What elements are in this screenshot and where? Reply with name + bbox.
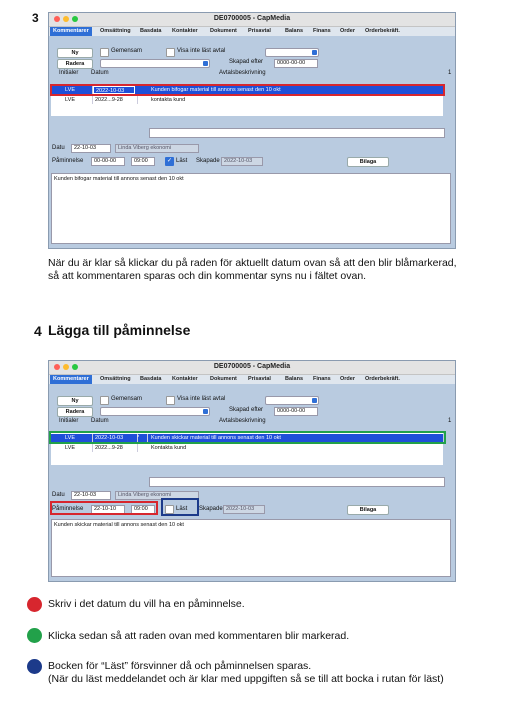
created-label: Skapade [199, 506, 223, 512]
row-desc: Kunden bifogar material till annons senast den 10 okt [151, 87, 281, 93]
reminder-time-field[interactable]: 09:00 [131, 505, 155, 514]
read-label: Läst [176, 158, 188, 164]
row-desc: Kontakta kund [151, 445, 187, 451]
legend-blue: Bocken för “Läst” försvinner då och påminnelsen sparas. (När du läst meddelandet och är klar med uppgiften så se till att bocka i rutan för läst) [48, 660, 444, 685]
chevron-down-icon [312, 398, 317, 403]
window-title: DE0700005 - CapMedia [213, 363, 291, 370]
user-select[interactable] [100, 407, 210, 416]
tab-prisavtal[interactable]: Prisavtal [248, 28, 271, 34]
row-mark: * [135, 434, 148, 442]
window-title: DE0700005 - CapMedia [213, 15, 291, 22]
filter-select[interactable] [265, 396, 319, 405]
col-desc-header: Avtalsbeskrivning [219, 418, 266, 424]
reminder-highlight-red [50, 501, 158, 515]
comment-memo[interactable]: Kunden skickar material till annons senast den 10 okt [51, 519, 451, 577]
tab-basdata[interactable]: Basdata [140, 376, 162, 382]
new-button[interactable]: Ny [57, 396, 93, 406]
row-highlight-red [50, 84, 445, 96]
tab-prisavtal[interactable]: Prisavtal [248, 376, 271, 382]
shared-checkbox[interactable] [100, 48, 109, 57]
attachment-button[interactable]: Bilaga [347, 505, 389, 515]
read-highlight-blue [161, 498, 199, 516]
tab-finans[interactable]: Finans [313, 28, 331, 34]
row-count: 1 [448, 70, 452, 76]
attachment-button[interactable]: Bilaga [347, 157, 389, 167]
row-highlight-green [49, 431, 446, 444]
tab-balans[interactable]: Balans [285, 28, 304, 34]
reminder-label: Påminnelse [52, 158, 84, 164]
green-dot-icon [27, 628, 42, 643]
instruction-paragraph: När du är klar så klickar du på raden för aktuellt datum ovan så att den blir blåmarkerad, så att kommentaren sparas och din kommentar syns nu i fältet ovan. [48, 257, 457, 282]
col-date-header: Datum [91, 70, 109, 76]
chevron-down-icon [312, 50, 317, 55]
row-date: 2022...9-28 [93, 96, 138, 104]
new-button[interactable]: Ny [57, 48, 93, 58]
chevron-down-icon [203, 61, 208, 66]
shared-checkbox[interactable] [100, 396, 109, 405]
row-date: 2022-10-03 [93, 434, 138, 442]
hide-read-label: Visa inte läst avtal [177, 396, 226, 402]
created-field: 2022-10-03 [223, 505, 265, 514]
app-window-2 [48, 360, 456, 582]
tab-dokument[interactable]: Dokument [210, 376, 237, 382]
col-initials-header: Initialer [59, 70, 79, 76]
person-field: Linda Viberg ekonomi [115, 491, 199, 500]
legend-red: Skriv i det datum du vill ha en påminnelse. [48, 598, 245, 610]
row-initials: LVE [51, 434, 93, 442]
chevron-down-icon [203, 409, 208, 414]
row-initials: LVE [51, 444, 93, 452]
col-initials-header: Initialer [59, 418, 79, 424]
row-desc: Kunden skickar material till annons senast den 10 okt [151, 435, 281, 441]
reminder-date-field[interactable]: 22-10-10 [91, 505, 125, 514]
comment-memo[interactable]: Kunden bifogar material till annons senast den 10 okt [51, 173, 451, 244]
reminder-date-field[interactable]: 00-00-00 [91, 157, 125, 166]
col-date-header: Datum [91, 418, 109, 424]
reminder-label: Påminnelse [52, 506, 84, 512]
shared-label: Gemensam [111, 396, 143, 402]
tab-kommentarer[interactable]: Kommentarer [50, 27, 92, 36]
tab-kommentarer[interactable]: Kommentarer [50, 375, 92, 384]
person-field: Linda Viberg ekonomi [115, 144, 199, 153]
tab-kontakter[interactable]: Kontakter [172, 376, 198, 382]
row-initials: LVE [51, 86, 93, 94]
tab-omsattning[interactable]: Omsättning [100, 28, 131, 34]
date-label: Datu [52, 492, 65, 498]
created-after-label: Skapad efter [229, 59, 264, 65]
blue-dot-icon [27, 659, 42, 674]
filter-select[interactable] [265, 48, 319, 57]
tab-finans[interactable]: Finans [313, 376, 331, 382]
tab-kontakter[interactable]: Kontakter [172, 28, 198, 34]
row-desc: kontakta kund [151, 97, 186, 103]
step-number-4: 4 [34, 323, 42, 339]
tab-dokument[interactable]: Dokument [210, 28, 237, 34]
read-checkbox[interactable]: ✓ [166, 158, 173, 164]
tab-orderbekraft[interactable]: Orderbekräft. [365, 28, 400, 34]
step-4-title: Lägga till påminnelse [48, 322, 191, 338]
red-dot-icon [27, 597, 42, 612]
hide-read-checkbox[interactable] [166, 396, 175, 405]
user-select[interactable] [100, 59, 210, 68]
tab-omsattning[interactable]: Omsättning [100, 376, 131, 382]
row-date: 2022...9-28 [93, 444, 138, 452]
step-number-3: 3 [32, 11, 39, 25]
detail-field[interactable] [149, 477, 445, 487]
created-after-field[interactable]: 0000-00-00 [274, 407, 318, 416]
tab-bar [49, 27, 455, 36]
tab-orderbekraft[interactable]: Orderbekräft. [365, 376, 400, 382]
created-after-field[interactable]: 0000-00-00 [274, 59, 318, 68]
row-initials: LVE [51, 96, 93, 104]
tab-balans[interactable]: Balans [285, 376, 304, 382]
col-desc-header: Avtalsbeskrivning [219, 70, 266, 76]
tab-basdata[interactable]: Basdata [140, 28, 162, 34]
title-bar [49, 361, 455, 375]
table-row[interactable] [51, 96, 443, 104]
reminder-time-field[interactable]: 09:00 [131, 157, 155, 166]
legend-green: Klicka sedan så att raden ovan med kommentaren blir markerad. [48, 630, 350, 642]
delete-button[interactable]: Radera [57, 407, 93, 417]
tab-order[interactable]: Order [340, 376, 355, 382]
date-field[interactable]: 22-10-03 [71, 144, 111, 153]
shared-label: Gemensam [111, 48, 143, 54]
hide-read-label: Visa inte läst avtal [177, 48, 226, 54]
delete-button[interactable]: Radera [57, 59, 93, 69]
title-bar [49, 13, 455, 27]
created-after-label: Skapad efter [229, 407, 264, 413]
read-label: Läst [176, 506, 188, 512]
tab-bar [49, 375, 455, 384]
app-window-1 [48, 12, 456, 249]
table-row[interactable] [51, 444, 443, 452]
hide-read-checkbox[interactable] [166, 48, 175, 57]
created-field: 2022-10-03 [221, 157, 263, 166]
date-field[interactable]: 22-10-03 [71, 491, 111, 500]
created-label: Skapade [196, 158, 220, 164]
tab-order[interactable]: Order [340, 28, 355, 34]
row-count: 1 [448, 418, 452, 424]
detail-field[interactable] [149, 128, 445, 138]
date-label: Datu [52, 145, 65, 151]
row-date: 2022-10-03 [93, 86, 135, 94]
